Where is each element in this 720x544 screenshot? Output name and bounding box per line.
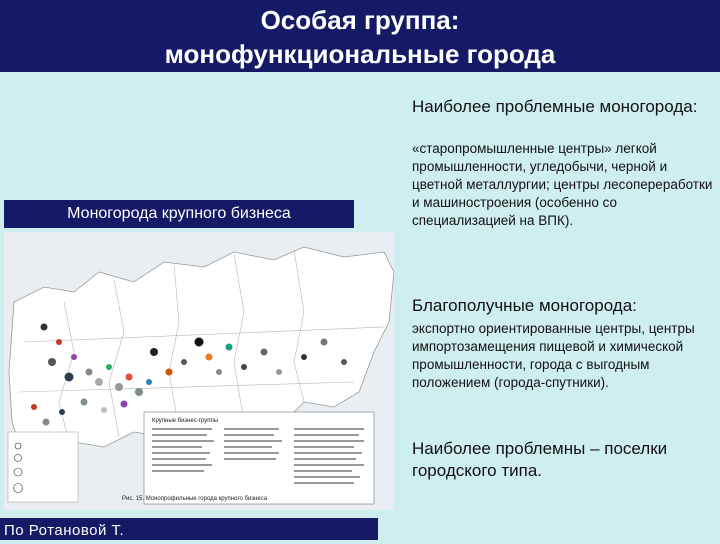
problem-heading: Наиболее проблемные моногорода: (412, 97, 698, 116)
russia-map-image (4, 232, 394, 510)
map-graphic (4, 232, 394, 510)
prosperous-heading: Благополучные моногорода: (412, 296, 637, 315)
title-line-2: монофункциональные города (164, 39, 556, 69)
settlements-heading: Наиболее проблемны – поселки городского типа. (412, 439, 668, 480)
author-credit: По Ротановой Т. (0, 518, 378, 540)
prosperous-text: экспортно ориентированные центры, центры импортозамещения пищевой и химической промышленности, города с выгодным положением (города-спутники). (412, 321, 695, 390)
problem-text: «старопромышленные центры» легкой промышленности, угледобычи, черной и цветной металлургии; центры лесопереработки и машиностроения (особенно со специализацией на ВПК). (412, 141, 713, 228)
map-caption: Рис. 15. Монопрофильные города крупного бизнеса (122, 496, 268, 502)
map-label: Моногорода крупного бизнеса (4, 200, 354, 228)
title-line-1: Особая группа: (260, 5, 460, 35)
map-legend-title: Крупные бизнес-группы (152, 418, 219, 424)
title-bar (0, 0, 720, 72)
